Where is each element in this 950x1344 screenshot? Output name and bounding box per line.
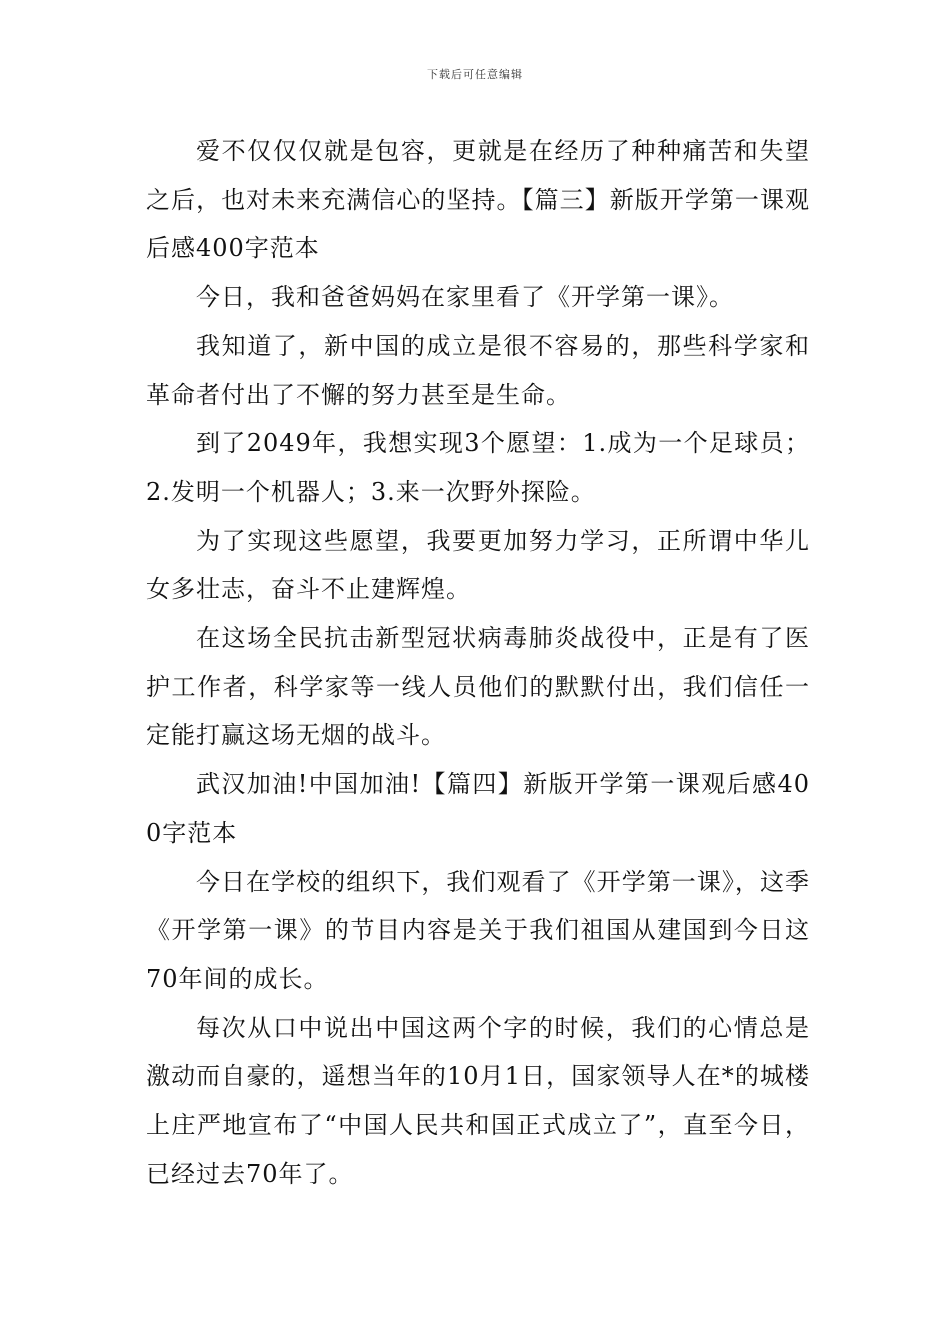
paragraph-1: 爱不仅仅仅就是包容，更就是在经历了种种痛苦和失望之后，也对未来充满信心的坚持。【篇三】新版开学第一课观后感400字范本 (146, 137, 810, 263)
paragraph-5: 为了实现这些愿望，我要更加努力学习，正所谓中华儿女多壮志，奋斗不止建辉煌。 (146, 526, 810, 604)
document-body (146, 127, 810, 1198)
paragraph-2: 今日，我和爸爸妈妈在家里看了《开学第一课》。 (196, 283, 734, 312)
paragraph-8: 今日在学校的组织下，我们观看了《开学第一课》，这季《开学第一课》的节目内容是关于我们祖国从建国到今日这70年间的成长。 (146, 867, 810, 993)
paragraph-4: 到了2049年，我想实现3个愿望：1.成为一个足球员；2.发明一个机器人；3.来一次野外探险。 (146, 429, 810, 506)
paragraph-6: 在这场全民抗击新型冠状病毒肺炎战役中，正是有了医护工作者，科学家等一线人员他们的默默付出，我们信任一定能打赢这场无烟的战斗。 (146, 624, 810, 750)
paragraph-7: 武汉加油!中国加油!【篇四】新版开学第一课观后感400字范本 (146, 770, 810, 847)
page-header-note: 下载后可任意编辑 (427, 68, 523, 81)
paragraph-9: 每次从口中说出中国这两个字的时候，我们的心情总是激动而自豪的，遥想当年的10月1日，国家领导人在*的城楼上庄严地宣布了“中国人民共和国正式成立了”，直至今日，已经过去70年了。 (146, 1013, 810, 1188)
paragraph-3: 我知道了，新中国的成立是很不容易的，那些科学家和革命者付出了不懈的努力甚至是生命。 (146, 331, 810, 409)
